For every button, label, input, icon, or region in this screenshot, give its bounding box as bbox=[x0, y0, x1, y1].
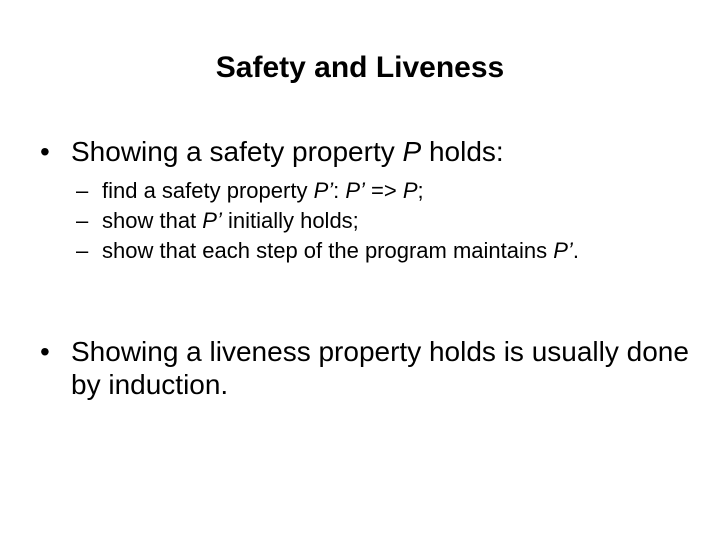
bullet-liveness-text: Showing a liveness property holds is usually done by induction. bbox=[71, 336, 689, 400]
step-text-part: => bbox=[364, 178, 403, 203]
step-maintains-text bbox=[102, 236, 706, 266]
step-maintains bbox=[76, 236, 706, 266]
step-find-property-text bbox=[102, 176, 706, 206]
step-text-part: show that bbox=[102, 208, 203, 233]
step-text-part: find a safety property bbox=[102, 178, 314, 203]
symbol-p-prime: P’ bbox=[202, 208, 222, 233]
symbol-p-prime: P’ bbox=[345, 178, 365, 203]
symbol-p: P bbox=[402, 178, 418, 203]
safety-steps-list bbox=[76, 176, 706, 266]
step-text-part: ; bbox=[417, 178, 424, 203]
symbol-p: P bbox=[402, 136, 422, 167]
bullet-liveness bbox=[40, 335, 690, 401]
step-initially-holds-text bbox=[102, 206, 706, 236]
symbol-p-prime: P’ bbox=[313, 178, 334, 203]
symbol-p-prime: P’ bbox=[553, 238, 573, 263]
dash-icon: – bbox=[76, 238, 89, 263]
dash-icon: – bbox=[76, 178, 89, 203]
bullet-safety-text-part: Showing a safety property bbox=[71, 136, 403, 167]
bullet-safety-text-part: holds: bbox=[421, 136, 504, 167]
bullet-safety-text bbox=[71, 135, 690, 168]
step-text-part: : bbox=[333, 178, 346, 203]
bullet-icon: • bbox=[40, 336, 50, 367]
step-text-part: initially holds; bbox=[221, 208, 359, 233]
bullet-safety bbox=[40, 135, 690, 168]
step-find-property bbox=[76, 176, 706, 206]
dash-icon: – bbox=[76, 208, 89, 233]
bullet-icon: • bbox=[40, 136, 50, 167]
step-text-part: . bbox=[572, 238, 579, 263]
slide-title: Safety and Liveness bbox=[215, 51, 505, 84]
step-initially-holds bbox=[76, 206, 706, 236]
step-text-part: show that each step of the program maintains bbox=[102, 238, 554, 263]
